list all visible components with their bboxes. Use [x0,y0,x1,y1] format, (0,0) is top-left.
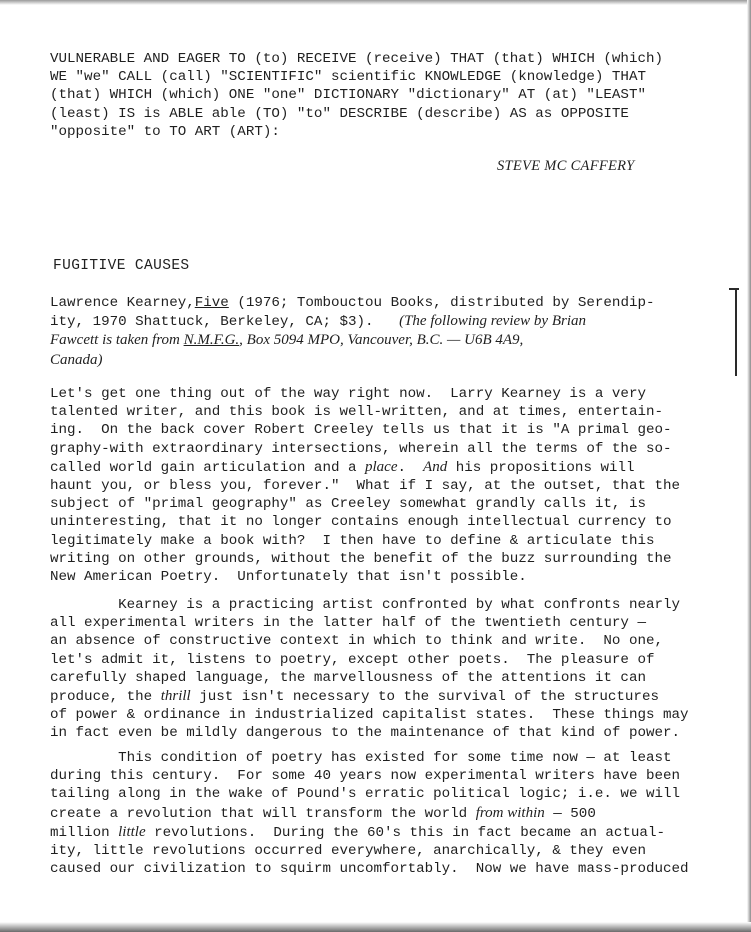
page-top-edge [0,0,751,5]
text-line: just isn't necessary to the survival of the structures [190,689,659,706]
text-line: ing. On the back cover Robert Creeley tells us that it is "A primal geo- [50,422,672,439]
text-line: (that) WHICH (which) ONE "one" DICTIONARY "dictionary" AT (at) "LEAST" [50,87,646,104]
page-bottom-edge [0,922,751,932]
text-line: "opposite" to TO ART (ART): [50,123,280,140]
text-line: an absence of constructive context in which to think and write. No one, [50,633,663,650]
citation-note: (The following review by Brian [399,313,586,330]
text-line: — 500 [544,805,596,822]
emphasis-text: from within [475,804,545,821]
citation-note: Canada) [50,351,103,368]
text-line: in fact even be mildly dangerous to the maintenance of that kind of power. [50,725,681,742]
text-line: haunt you, or bless you, forever." What if I say, at the outset, that the [50,478,681,495]
text-line: produce, the [50,689,161,706]
text-line: all experimental writers in the latter half of the twentieth century — [50,615,646,632]
emphasis-text: little [118,823,146,840]
intro-poem [50,50,663,141]
text-line: let's admit it, listens to poetry, except other poets. The pleasure of [50,651,655,668]
text-line: . [397,459,424,476]
citation-source: N.M.F.G. [183,332,240,349]
emphasis-text: thrill [160,688,191,705]
text-line: of power & ordinance in industrialized capitalist states. These things may [50,707,689,724]
text-line: (least) IS is ABLE able (TO) "to" DESCRIBE (describe) AS as OPPOSITE [50,105,629,122]
text-line: ity, little revolutions occurred everywhere, anarchically, & they even [50,843,646,860]
emphasis-text: place [365,458,398,475]
margin-mark-tick [729,288,739,290]
text-line: New American Poetry. Unfortunately that isn't possible. [50,569,527,586]
text-line: talented writer, and this book is well-written, and at times, entertain- [50,404,663,421]
page-right-edge [747,0,751,932]
text-line: Let's get one thing out of the way right now. Larry Kearney is a very [50,386,646,402]
text-line: create a revolution that will transform the world [50,805,476,822]
text-line: uninteresting, that it no longer contains enough intellectual currency to [50,514,672,531]
citation-note: , Box 5094 MPO, Vancouver, B.C. — U6B 4A9, [239,332,524,349]
text-line: VULNERABLE AND EAGER TO (to) RECEIVE (receive) THAT (that) WHICH (which) [50,51,663,67]
text-line: writing on other grounds, without the benefit of the buzz surrounding the [50,550,672,567]
text-line: million [50,824,119,841]
citation-author: Lawrence Kearney, [50,295,195,311]
text-line: legitimately make a book with? I then have to define & articulate this [50,532,655,549]
paragraph-2 [50,596,689,743]
citation-note: Fawcett is taken from [50,332,184,349]
emphasis-text: And [423,458,448,475]
text-line: carefully shaped language, the marvellousness of the attentions it can [50,669,646,686]
text-line: Kearney is a practicing artist confronted by what confronts nearly [50,597,681,613]
section-title: FUGITIVE CAUSES [53,258,190,274]
author-signature: STEVE MC CAFFERY [497,158,635,174]
text-line: his propositions will [447,459,635,476]
text-line: called world gain articulation and a [50,459,366,476]
text-line: during this century. For some 40 years now experimental writers have been [50,768,681,785]
text-line: This condition of poetry has existed for some time now — at least [50,750,672,766]
paragraph-1 [50,385,680,586]
text-line: WE "we" CALL (call) "SCIENTIFIC" scientific KNOWLEDGE (knowledge) THAT [50,69,646,86]
book-citation [50,294,655,370]
text-line: tailing along in the wake of Pound's erratic political logic; i.e. we will [50,786,681,803]
text-line: caused our civilization to squirm uncomfortably. Now we have mass-produced [50,861,689,878]
book-title: Five [194,295,229,311]
paragraph-3 [50,749,689,878]
citation-address: ity, 1970 Shattuck, Berkeley, CA; $3). [50,314,400,331]
text-line: subject of "primal geography" as Creeley somewhat grandly calls it, is [50,496,646,513]
margin-mark-bar [735,288,737,376]
citation-publisher: (1976; Tombouctou Books, distributed by Serendip- [228,295,655,311]
text-line: revolutions. During the 60's this in fact became an actual- [145,824,665,841]
text-line: graphy-with extraordinary intersections, wherein all the terms of the so- [50,440,672,457]
